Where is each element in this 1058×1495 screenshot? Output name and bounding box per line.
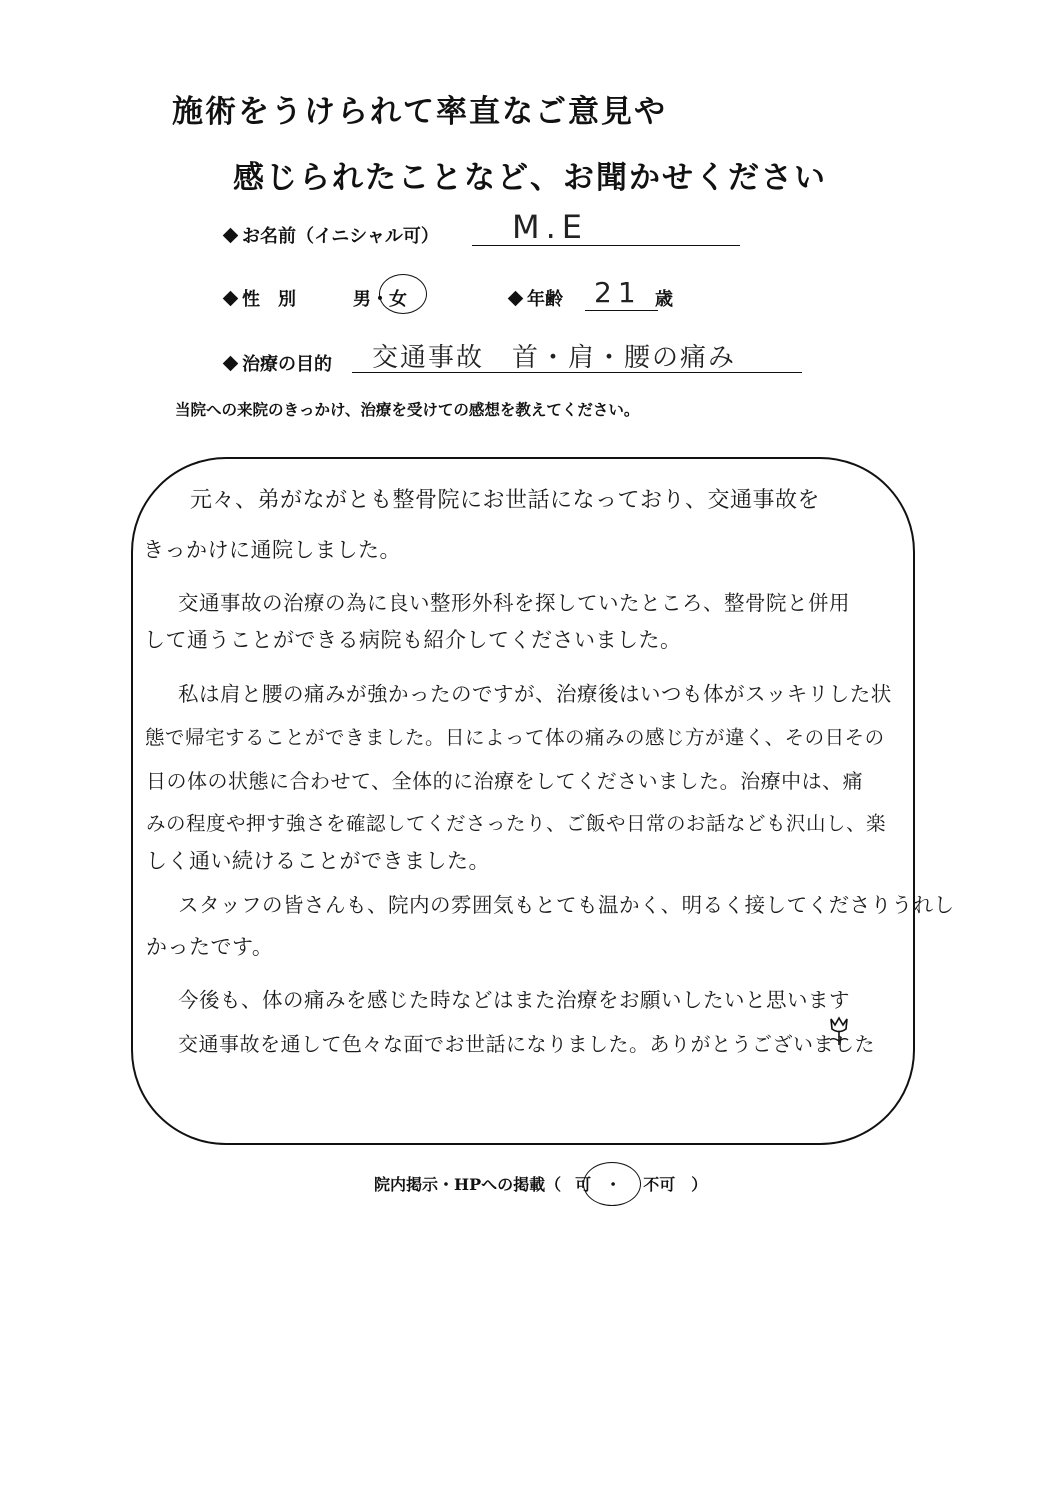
tulip-doodle-icon — [826, 1015, 852, 1047]
consent-suffix: ） — [691, 1175, 708, 1194]
diamond-bullet-icon — [508, 291, 524, 307]
comment-line: 態で帰宅することができました。日によって体の痛みの感じ方が違く、その日その — [145, 726, 885, 749]
publication-consent — [374, 1172, 707, 1195]
comment-line: かったです。 — [146, 935, 274, 959]
purpose-value: 交通事故 首・肩・腰の痛み — [372, 343, 737, 373]
comment-line: 交通事故を通して色々な面でお世話になりました。ありがとうございました — [178, 1032, 875, 1056]
purpose-label: 治療の目的 — [242, 354, 332, 375]
comment-prompt: 当院への来院のきっかけ、治療を受けての感想を教えてください。 — [175, 400, 640, 419]
age-unit: 歳 — [655, 289, 673, 310]
diamond-bullet-icon — [223, 228, 239, 244]
comment-line: きっかけに通院しました。 — [143, 538, 401, 562]
diamond-bullet-icon — [223, 291, 239, 307]
consent-prefix: 院内掲示・HPへの掲載（ — [374, 1175, 562, 1194]
comment-line: 今後も、体の痛みを感じた時などはまた治療をお願いしたいと思います — [178, 988, 850, 1012]
form-title-line-2: 感じられたことなど、お聞かせください — [233, 160, 827, 196]
consent-selection-circle — [583, 1162, 641, 1206]
gender-separator: ・ — [371, 289, 389, 310]
diamond-bullet-icon — [223, 356, 239, 372]
consent-separator: ・ — [605, 1175, 622, 1194]
gender-label: 性 別 — [242, 289, 296, 310]
gender-female-option: 女 — [389, 289, 407, 310]
name-field-label — [225, 222, 439, 248]
age-value: 21 — [594, 276, 642, 309]
comment-line: して通うことができる病院も紹介してくださいました。 — [144, 628, 682, 652]
form-title-line-1: 施術をうけられて率直なご意見や — [172, 94, 667, 130]
comment-line: 元々、弟がながとも整骨院にお世話になっており、交通事故を — [190, 488, 821, 513]
age-underline — [585, 310, 658, 311]
purpose-field-label — [225, 350, 332, 376]
gender-selection-circle — [379, 274, 427, 314]
age-field-label — [510, 285, 563, 311]
consent-no-option: 不可 — [643, 1175, 676, 1194]
comment-line: しく通い続けることができました。 — [146, 849, 490, 873]
comment-line: 交通事故の治療の為に良い整形外科を探していたところ、整骨院と併用 — [178, 591, 850, 615]
comment-line: 私は肩と腰の痛みが強かったのですが、治療後はいつも体がスッキリした状 — [178, 682, 892, 706]
comment-line: 日の体の状態に合わせて、全体的に治療をしてくださいました。治療中は、痛 — [146, 769, 864, 793]
gender-field-label — [225, 285, 296, 311]
age-label: 年齢 — [527, 289, 563, 310]
comment-line: スタッフの皆さんも、院内の雰囲気もとても温かく、明るく接してくださりうれし — [178, 893, 955, 917]
name-value: M.E — [512, 208, 588, 246]
gender-male-option: 男 — [353, 289, 371, 310]
consent-yes-option: 可 — [575, 1175, 592, 1194]
name-label: お名前（イニシャル可） — [242, 226, 439, 247]
comment-line: みの程度や押す強さを確認してくださったり、ご飯や日常のお話なども沢山し、楽 — [146, 812, 887, 835]
